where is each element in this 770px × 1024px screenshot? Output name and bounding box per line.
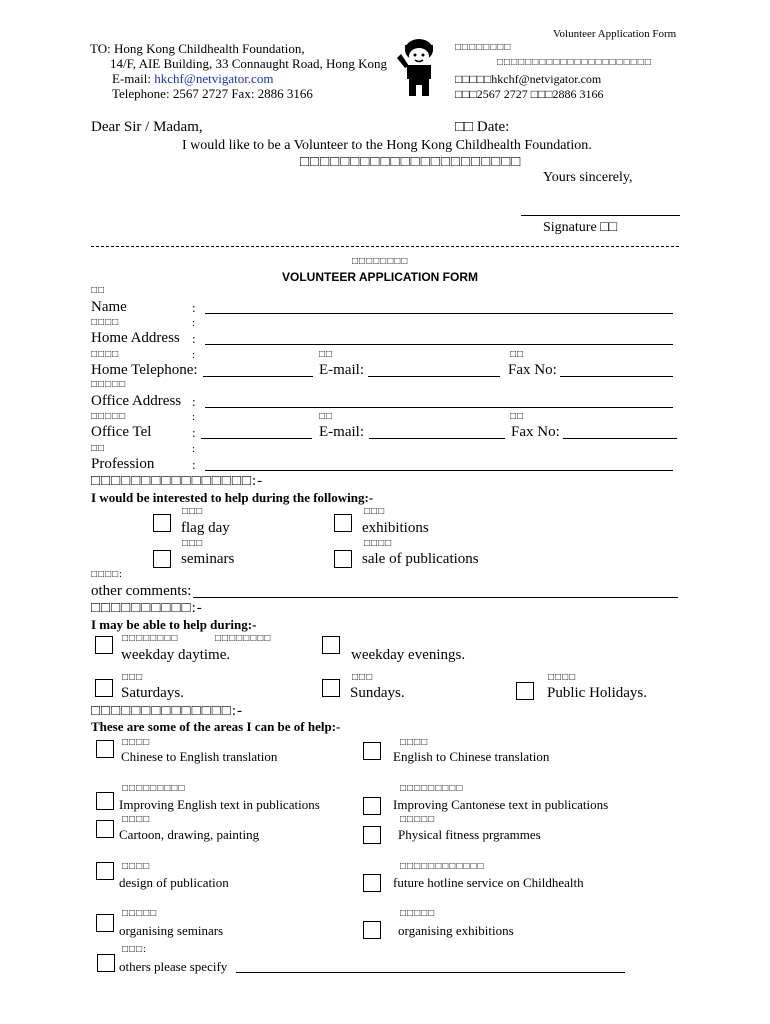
- holidays-cn: □□□□: [548, 672, 577, 683]
- improving-english-checkbox[interactable]: [96, 792, 114, 810]
- exhibitions-label: exhibitions: [362, 520, 429, 536]
- area-label: organising exhibitions: [398, 923, 514, 938]
- flag-day-checkbox[interactable]: [153, 514, 171, 532]
- sale-of-publications-checkbox[interactable]: [334, 550, 352, 568]
- public-holidays-label: Public Holidays.: [547, 685, 647, 701]
- exhibitions-checkbox[interactable]: [334, 514, 352, 532]
- home-fax-input[interactable]: [560, 376, 673, 377]
- saturdays-checkbox[interactable]: [95, 679, 113, 697]
- area-cn: □□□□: [122, 861, 151, 872]
- area-label: English to Chinese translation: [393, 749, 550, 764]
- form-title-en: VOLUNTEER APPLICATION FORM: [282, 270, 478, 284]
- colon: :: [192, 411, 196, 423]
- area-cn: □□□□□□□□□□□□: [400, 861, 485, 872]
- home-email-input[interactable]: [368, 376, 500, 377]
- improving-cantonese-checkbox[interactable]: [363, 797, 381, 815]
- form-label: Volunteer Application Form: [553, 28, 677, 40]
- email-label-cn: □□: [319, 349, 334, 360]
- other-comments-label: other comments:: [91, 583, 192, 599]
- availability-heading: I may be able to help during:-: [91, 617, 257, 632]
- sundays-label: Sundays.: [350, 685, 405, 701]
- office-tel-input[interactable]: [201, 438, 312, 439]
- cn-line-3: □□□□□hkchf@netvigator.com: [455, 72, 602, 86]
- others-checkbox[interactable]: [97, 954, 115, 972]
- to-email-line: [112, 72, 273, 85]
- letter-body-cn: □□□□□□□□□□□□□□□□□□□□□□: [300, 154, 522, 170]
- colon: :: [192, 425, 196, 440]
- office-tel-label: Office Tel: [91, 424, 152, 440]
- publications-cn: □□□□: [364, 538, 393, 549]
- weekday-evenings-label: weekday evenings.: [351, 647, 466, 663]
- flag-day-cn: □□□: [182, 506, 204, 517]
- saturdays-label: Saturdays.: [121, 685, 184, 701]
- seminars-cn: □□□: [182, 538, 204, 549]
- interest-heading-cn: □□□□□□□□□□□□□□□□:-: [91, 473, 264, 489]
- flag-day-label: flag day: [181, 520, 230, 536]
- area-cn: □□□□: [400, 737, 429, 748]
- office-address-label-cn: □□□□□: [91, 379, 127, 390]
- profession-input[interactable]: [205, 470, 673, 471]
- areas-heading-cn: □□□□□□□□□□□□□□:-: [91, 703, 244, 719]
- area-cn: □□□□: [122, 737, 151, 748]
- area-cn: □□□□: [122, 814, 151, 825]
- others-cn: □□□:: [122, 944, 147, 955]
- area-cn: □□□□□: [400, 908, 436, 919]
- area-cn: □□□□□□□□□: [122, 783, 186, 794]
- sundays-checkbox[interactable]: [322, 679, 340, 697]
- office-address-input[interactable]: [205, 407, 673, 408]
- home-address-label-cn: □□□□: [91, 317, 120, 328]
- area-label: Improving English text in publications: [119, 797, 320, 812]
- colon: :: [192, 394, 196, 409]
- cartoon-drawing-checkbox[interactable]: [96, 820, 114, 838]
- name-label: Name: [91, 299, 127, 315]
- fax-label-cn: □□: [510, 349, 525, 360]
- office-fax-label-cn: □□: [510, 411, 525, 422]
- chinese-to-english-checkbox[interactable]: [96, 740, 114, 758]
- area-label: design of publication: [119, 875, 229, 890]
- cut-divider: [91, 246, 679, 247]
- to-line-1: TO: Hong Kong Childhealth Foundation,: [90, 41, 305, 56]
- office-email-label-cn: □□: [319, 411, 334, 422]
- home-tel-label-cn: □□□□: [91, 349, 120, 360]
- colon: :: [192, 317, 196, 329]
- office-tel-label-cn: □□□□□: [91, 411, 127, 422]
- area-cn: □□□□□□□□□: [400, 783, 464, 794]
- cn-line-2: □□□□□□□□□□□□□□□□□□□□□□: [497, 57, 652, 68]
- email-prefix: E-mail:: [112, 71, 155, 86]
- areas-heading: These are some of the areas I can be of help:-: [91, 719, 341, 734]
- others-input[interactable]: [236, 972, 625, 973]
- exhibitions-cn: □□□: [364, 506, 386, 517]
- area-label: Cartoon, drawing, painting: [119, 827, 260, 842]
- saturdays-cn: □□□: [122, 672, 144, 683]
- to-line-2: 14/F, AIE Building, 33 Connaught Road, Hong Kong: [110, 56, 388, 71]
- hotline-service-checkbox[interactable]: [363, 874, 381, 892]
- home-fax-label: Fax No:: [508, 362, 557, 378]
- area-cn: □□□□□: [400, 814, 436, 825]
- organising-exhibitions-checkbox[interactable]: [363, 921, 381, 939]
- area-cn: □□□□□: [122, 908, 158, 919]
- cn-line-4: □□□2567 2727 □□□2886 3166: [455, 87, 604, 101]
- office-address-label: Office Address: [91, 393, 182, 409]
- colon: :: [192, 443, 196, 455]
- sale-of-publications-label: sale of publications: [362, 551, 479, 567]
- closing: Yours sincerely,: [543, 170, 633, 185]
- area-label: Improving Cantonese text in publications: [393, 797, 609, 812]
- home-tel-input[interactable]: [203, 376, 313, 377]
- home-email-label: E-mail:: [319, 362, 364, 378]
- office-fax-input[interactable]: [563, 438, 677, 439]
- area-label: organising seminars: [119, 923, 224, 938]
- form-title-cn: □□□□□□□□: [352, 256, 409, 267]
- colon: :: [192, 457, 196, 472]
- area-label: Chinese to English translation: [121, 749, 278, 764]
- seminars-label: seminars: [181, 551, 235, 567]
- weekday-eve-cn: □□□□□□□□: [215, 633, 272, 644]
- others-label: others please specify: [119, 959, 228, 974]
- name-label-cn: □□: [91, 285, 106, 296]
- area-label: Physical fitness prgrammes: [398, 827, 541, 842]
- profession-label: Profession: [91, 456, 155, 472]
- colon: :: [192, 349, 196, 361]
- home-tel-label: Home Telephone:: [91, 362, 198, 378]
- colon: :: [192, 331, 196, 346]
- interest-heading: I would be interested to help during the following:-: [91, 490, 374, 505]
- home-address-label: Home Address: [91, 330, 180, 346]
- signature-line[interactable]: [521, 215, 680, 216]
- weekday-day-cn: □□□□□□□□: [122, 633, 179, 644]
- foundation-logo-icon: [393, 36, 441, 98]
- date-label: □□ Date:: [455, 119, 510, 135]
- other-comments-cn: □□□□:: [91, 569, 123, 580]
- salutation: Dear Sir / Madam,: [91, 119, 203, 135]
- public-holidays-checkbox[interactable]: [516, 682, 534, 700]
- sundays-cn: □□□: [352, 672, 374, 683]
- english-to-chinese-checkbox[interactable]: [363, 742, 381, 760]
- organising-seminars-checkbox[interactable]: [96, 914, 114, 932]
- office-email-label: E-mail:: [319, 424, 364, 440]
- other-comments-input[interactable]: [193, 597, 678, 598]
- weekday-evenings-checkbox[interactable]: [322, 636, 340, 654]
- to-line-4: Telephone: 2567 2727 Fax: 2886 3166: [112, 86, 313, 101]
- home-address-input[interactable]: [205, 344, 673, 345]
- office-email-input[interactable]: [369, 438, 505, 439]
- seminars-checkbox[interactable]: [153, 550, 171, 568]
- weekday-daytime-label: weekday daytime.: [121, 647, 231, 663]
- design-publication-checkbox[interactable]: [96, 862, 114, 880]
- name-input[interactable]: [205, 313, 673, 314]
- colon: :: [192, 300, 196, 315]
- area-label: future hotline service on Childhealth: [393, 875, 584, 890]
- signature-label: Signature □□: [543, 220, 618, 235]
- office-fax-label: Fax No:: [511, 424, 560, 440]
- letter-body-en: I would like to be a Volunteer to the Hong Kong Childhealth Foundation.: [182, 138, 592, 153]
- cn-line-1: □□□□□□□□: [455, 42, 512, 53]
- availability-heading-cn: □□□□□□□□□□:-: [91, 600, 203, 616]
- physical-fitness-checkbox[interactable]: [363, 826, 381, 844]
- profession-label-cn: □□: [91, 443, 106, 454]
- weekday-daytime-checkbox[interactable]: [95, 636, 113, 654]
- email-link[interactable]: hkchf@netvigator.com: [154, 71, 274, 86]
